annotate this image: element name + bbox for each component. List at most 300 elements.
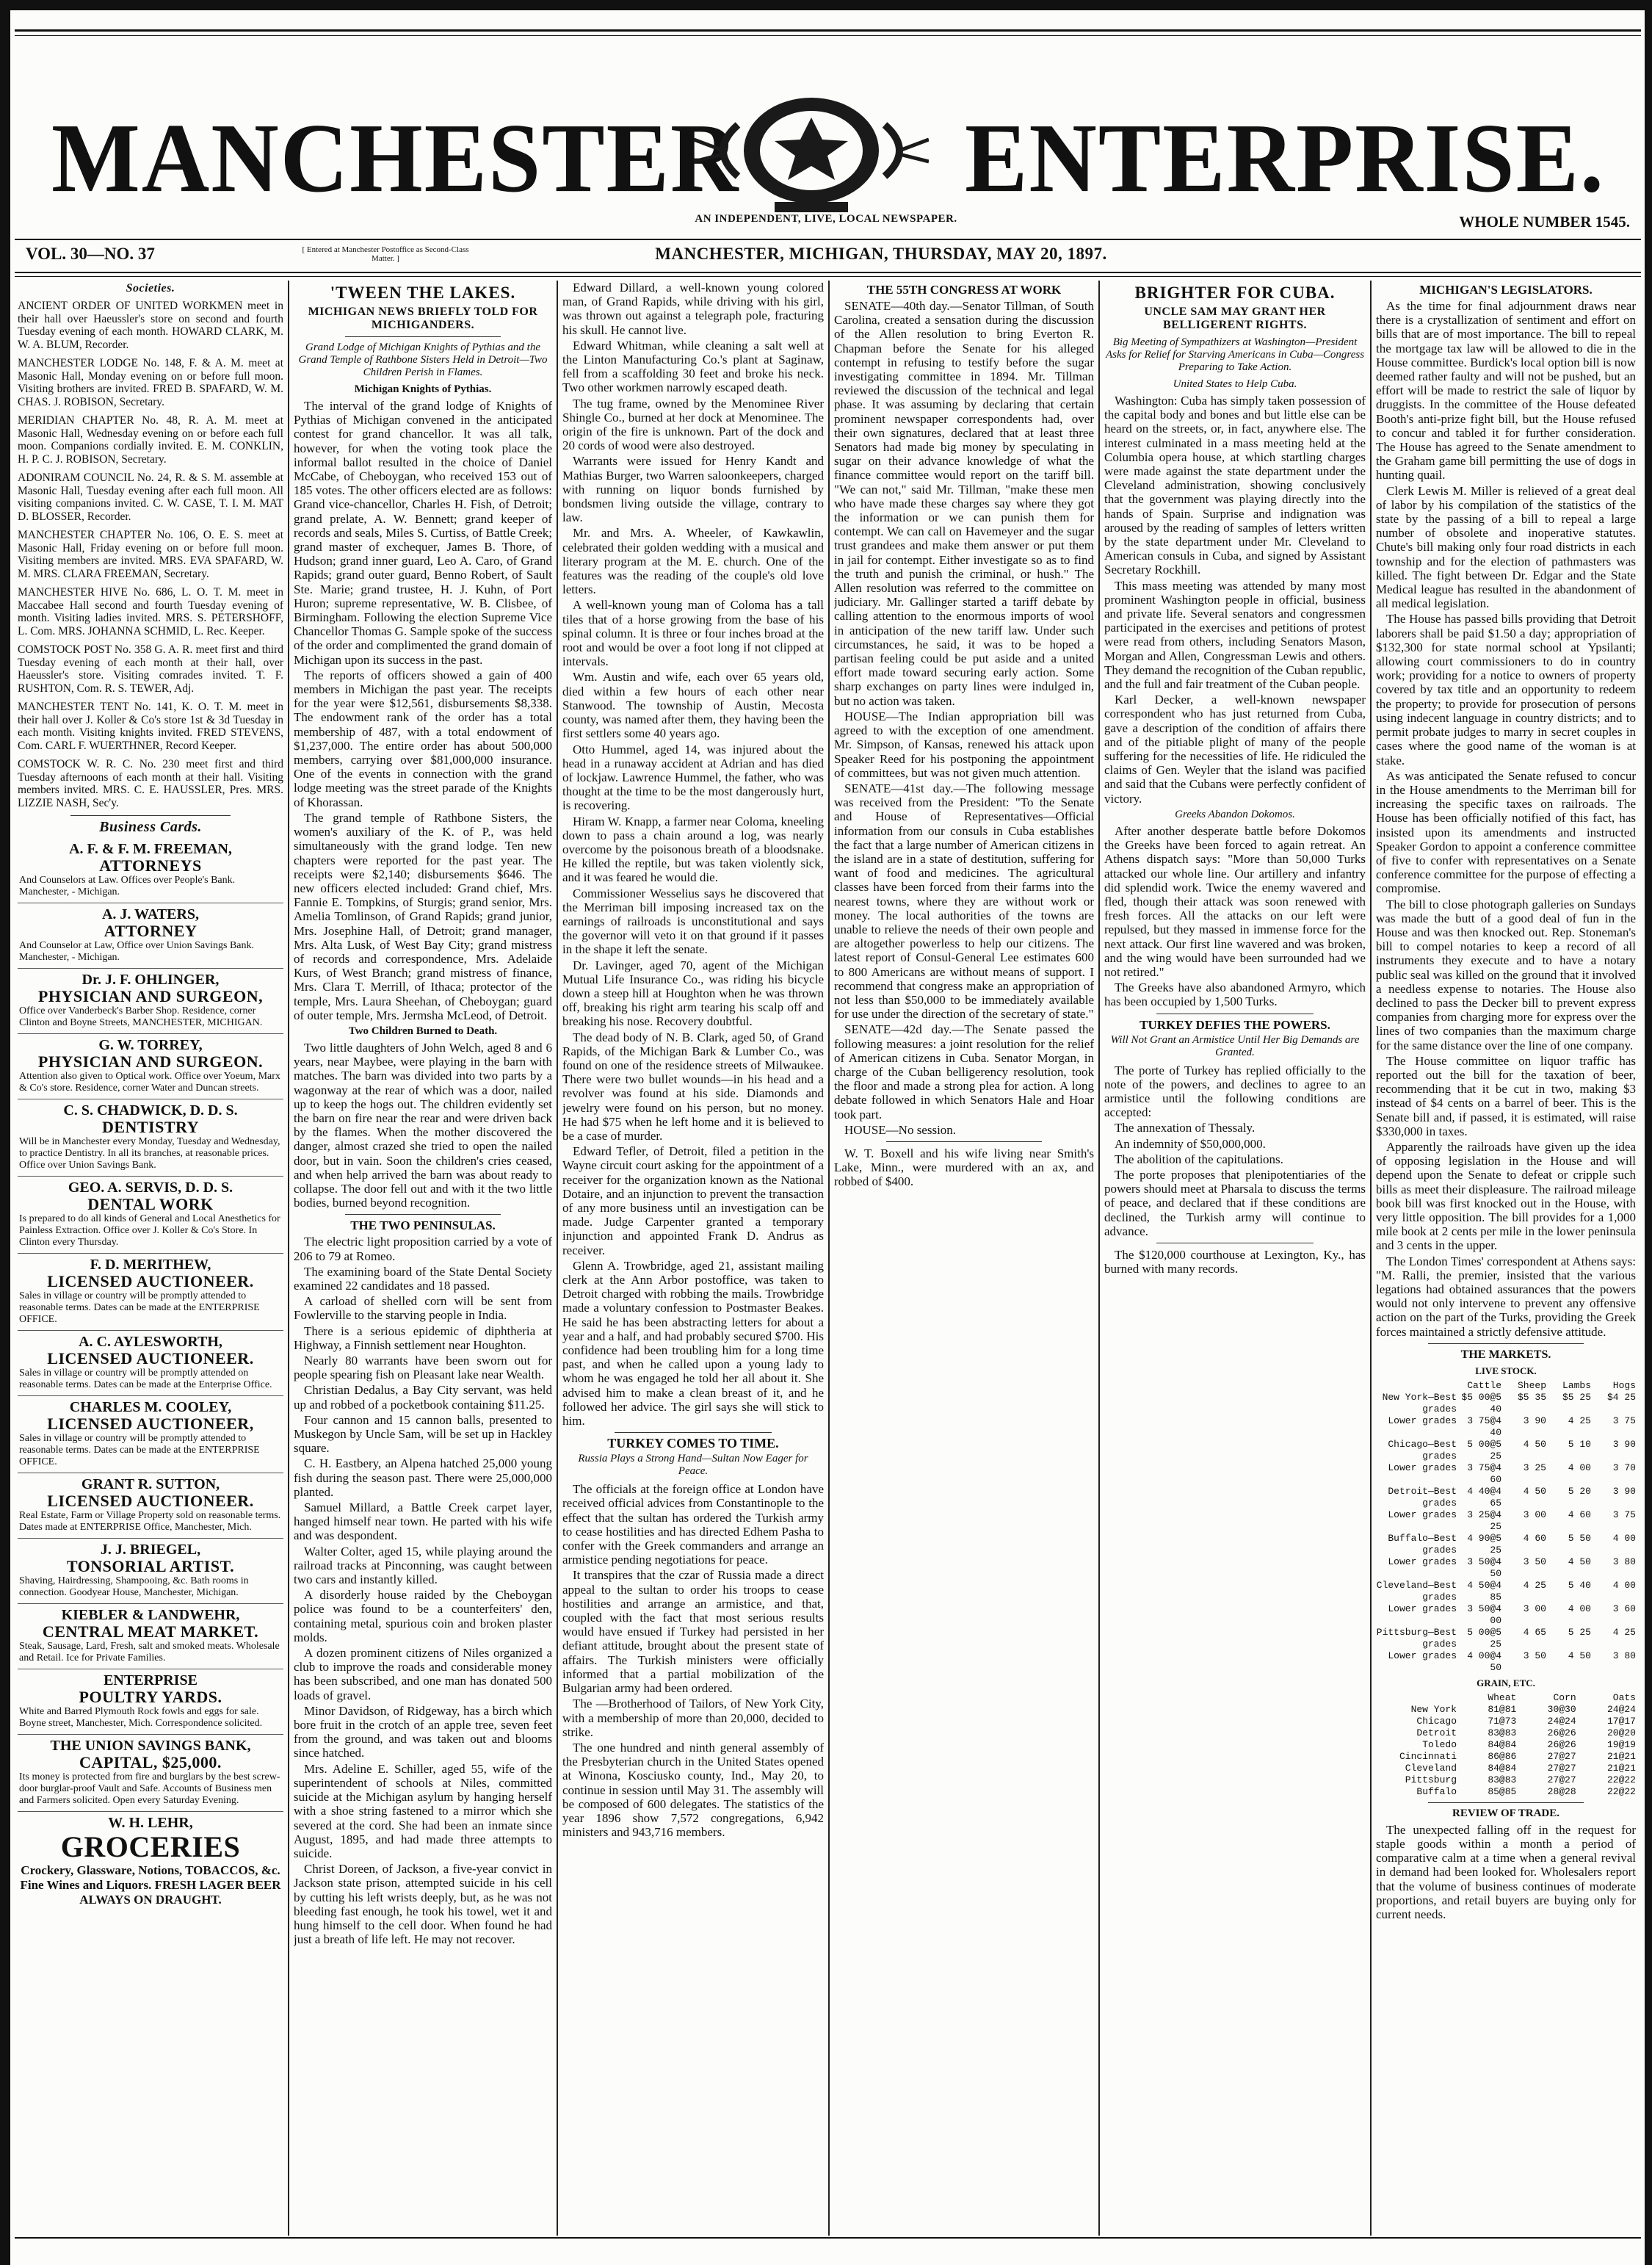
table-cell: 24@24: [1547, 1715, 1576, 1727]
table-cell: 5 00@5 25: [1467, 1438, 1501, 1462]
separator: [70, 815, 230, 816]
paragraph: Four cannon and 15 cannon balls, presented to Muskegon by Uncle Sam, will be set up in Hackley square.: [294, 1412, 552, 1456]
paragraph: Two little daughters of John Welch, aged 8 and 6 years, near Maybee, were playing in the barn with matches. The barn was divided into two parts by a wagonway at the rear of which was a door, nailed up to keep the hogs out. The children evidently set the barn on fire near the rear and were driven back by the flames. When the mother discovered the danger, almost crazed she tried to open the nailed door, but in vain. Soon the children's cries ceased, and when help arrived the barn was about ready to collapse. The door fell out and with it the two little bodies, burned beyond recognition.: [294, 1040, 552, 1210]
paragraph: HOUSE—No session.: [844, 1122, 957, 1137]
table-cell: Cincinnati: [1399, 1750, 1457, 1762]
table-cell: 3 50@4 50: [1467, 1556, 1501, 1579]
paragraph: Otto Hummel, aged 14, was injured about the head in a runaway accident at Adrian and has died of lockjaw. Lawrence Hummel, the father, who was thought at the time to be the most dangerously hurt, is recovering.: [562, 742, 824, 813]
card-name: ENTERPRISE: [104, 1672, 198, 1688]
paragraph: The London Times' correspondent at Athens says: "M. Ralli, the premier, insisted that the various legations had obtained assurances that the powers would not only intervene to prevent any offensive action on the part of the Turks, providing the Greek forces maintained a strictly defensive attitude.: [1376, 1254, 1636, 1339]
business-card: [18, 1735, 283, 1812]
card-title: DENTAL WORK: [87, 1195, 214, 1213]
table-cell: 26@26: [1547, 1738, 1576, 1750]
column-tween-the-lakes: [294, 281, 552, 2236]
table-row: [1376, 1556, 1636, 1580]
table-row: [1376, 1533, 1636, 1556]
section-heading: Greeks Abandon Dokomos.: [1175, 808, 1295, 820]
card-title: LICENSED AUCTIONEER.: [47, 1272, 254, 1290]
table-cell: 3 25@4 25: [1467, 1509, 1501, 1532]
table-cell: 17@17: [1606, 1715, 1636, 1727]
card-name: KIEBLER & LANDWEHR,: [61, 1607, 240, 1623]
table-header-cell: Wheat: [1488, 1691, 1517, 1703]
card-title: ATTORNEYS: [99, 856, 202, 875]
paragraph: The House committee on liquor traffic has reported out the bill for the taxation of beer, recommending that it be cut in two, making $3 instead of $4 cents on a barrel of beer. This is the Senate bill and, if passed, it is estimated, will raise $330,000 in taxes.: [1376, 1053, 1636, 1138]
table-cell: Cleveland: [1405, 1762, 1457, 1774]
paragraph: A disorderly house raided by the Cheboygan police was found to be a counterfeiters' den, containing metal, spurious coin and broken plaster molds.: [294, 1588, 552, 1644]
table-cell: 71@73: [1488, 1715, 1517, 1727]
card-name: F. D. MERITHEW,: [90, 1257, 211, 1273]
table-header-cell: Corn: [1553, 1691, 1576, 1703]
business-card: [18, 1099, 283, 1177]
paragraph: Edward Tefler, of Detroit, filed a petition in the Wayne circuit court asking for the appointment of a receiver for the organization known as the National Dotaire, and an injunction to prevent the transaction of any more business until an investigation can be made. Judge Carpenter granted a temporary injunction and appointed Frank D. Andrus as receiver.: [562, 1144, 824, 1257]
separator: [1428, 1343, 1584, 1344]
paragraph: Glenn A. Trowbridge, aged 21, assistant mailing clerk at the Ann Arbor postoffice, was taken to Detroit charged with robbing the mails. Trowbridge made a voluntary confession to Postmaster Beakes. He said he has been abstracting letters for about a year and a half, and had probably secured $700. His confidence had been troubling him for a long time past, and when he called upon a young lady to whom he was engaged he told her all about it. She advised him to make a clean breast of it, and he followed her advice. The girl says she will stick to him.: [562, 1258, 824, 1428]
table-cell: 3 90: [1612, 1485, 1636, 1497]
table-cell: Pittsburg: [1405, 1774, 1457, 1785]
headline-congress-at-work: THE 55TH CONGRESS AT WORK: [866, 283, 1062, 297]
card-body: Its money is protected from fire and burglars by the best screw-door burglar-proof Vault and Safe. Accounts of Business men and Farmers solicited. Open every Saturday Evening.: [19, 1771, 280, 1806]
societies-heading: Societies.: [126, 282, 175, 295]
business-card: [18, 1396, 283, 1473]
table-cell: 84@84: [1488, 1738, 1517, 1750]
card-title: PHYSICIAN AND SURGEON,: [37, 987, 264, 1005]
table-cell: 3 50@4 00: [1467, 1603, 1501, 1626]
table-row: [1376, 1415, 1636, 1439]
table-cell: New York—Best grades: [1382, 1391, 1457, 1415]
table-cell: 4 00: [1612, 1532, 1636, 1544]
table-cell: 3 80: [1612, 1556, 1636, 1567]
paragraph: The porte proposes that plenipotentiaries of the powers should meet at Pharsala to discuss the terms of peace, and declared that if these conditions are declined, the Turkish army will continue to advance.: [1104, 1167, 1366, 1238]
table-cell: 27@27: [1547, 1762, 1576, 1774]
paragraph: The porte of Turkey has replied officially to the note of the powers, and declines to agree to an armistice until the following conditions are accepted:: [1104, 1063, 1366, 1120]
table-cell: 5 40: [1568, 1579, 1591, 1591]
card-title: LICENSED AUCTIONEER.: [47, 1492, 254, 1510]
societies-list: [18, 300, 283, 809]
table-cell: 3 90: [1612, 1438, 1636, 1450]
card-name: J. J. BRIEGEL,: [100, 1542, 201, 1558]
dateline: MANCHESTER, MICHIGAN, THURSDAY, MAY 20, 1897.: [655, 245, 1107, 263]
scan-border-top: [0, 0, 1652, 10]
table-cell: 3 75@4 60: [1467, 1462, 1501, 1485]
table-header-cell: Lambs: [1562, 1379, 1591, 1391]
paragraph: The dead body of N. B. Clark, aged 50, of Grand Rapids, of the Michigan Bark & Lumber Co., was found on one of the residence streets of Milwaukee. There were two bullet wounds—in his head and a revolver was found at his side. Diamonds and jewelry were found on his person, but no money. He had $75 when he left home and it is believed to be a case of murder.: [562, 1030, 824, 1143]
paragraph: Apparently the railroads have given up the idea of opposing legislation in the House and will depend upon the Senate to defeat or cripple such bills as meet their displeasure. The railroad mileage book bill was first knocked out in the House, with very little opposition. The bill provides for a 1,000 mile book at 2 cents per mile in the lower peninsula and 3 cents in the upper.: [1376, 1139, 1636, 1253]
table-header: [1376, 1692, 1636, 1704]
table-cell: 3 00: [1523, 1603, 1546, 1614]
separator: [1428, 1802, 1584, 1803]
paragraph: The interval of the grand lodge of Knights of Pythias of Michigan convened in the anticipated contest for grand chancellor. It was all talk, however, for when the voting took place the informal ballot resulted in the choice of Daniel McCabe, of Cheboygan, who received 153 out of 185 votes. The other officers elected are as follows: Grand vice-chancellor, Charles H. Fish, of Detroit; grand prelate, A. W. Bennett; grand keeper of records and seals, Miles S. Curtiss, of Battle Creek; grand master of exchequer, James B. Thore, of Hudson; grand inner guard, Leo A. Caro, of Grand Rapids; grand outer guard, Benno Robert, of Sault Ste. Marie; grand trustee, H. J. Kuhn, of Port Huron; supreme representative, W. B. Clisbee, of Birmingham. Following the election Supreme Vice Chancellor Thomas G. Sample spoke of the success of the order and complimented the grand domain of Michigan upon its success in the past.: [294, 399, 552, 667]
paragraph: SENATE—41st day.—The following message was received from the President: "To the Senate and House of Representatives—Official information from our consuls in Cuba establishes the fact that a large number of American citizens in the island are in a state of destitution, suffering for want of food and medicines. The agricultural classes have been forced from their farms into the nearest towns, where they are without work or money. The local authorities of the towns are unable to relieve the needs of their own people and are altogether powerless to help our citizens. The latest report of Consul-General Lee estimates 600 to 800 Americans are without means of support. I recommend that congress make an appropriation of not less than $50,000 to be immediately available for use under the direction of the secretary of state.": [834, 781, 1094, 1022]
table-cell: 5 00@5 25: [1467, 1626, 1501, 1650]
card-name: C. S. CHADWICK, D. D. S.: [63, 1102, 238, 1119]
table-row: [1376, 1462, 1636, 1486]
paragraph: Christ Doreen, of Jackson, a five-year convict in Jackson state prison, attempted suicide in his cell by cutting his left wrists deeply, but, as he was not bleeding fast enough, he took his towel, wet it and hung himself to the cell door. When found he had just a breath of life left. He may not recover.: [294, 1862, 552, 1947]
paragraph: Minor Davidson, of Ridgeway, has a birch which bore fruit in the crotch of an apple tree, seven feet from the ground, and was taken out and blooms since hatched.: [294, 1703, 552, 1760]
column-cuba: [1104, 281, 1366, 2236]
society-notice: COMSTOCK POST No. 358 G. A. R. meet first and third Tuesday evening of each month at their hall, over Haeussler's store. Visiting comrades invited. T. F. RUSHTON, Com. R. S. TEWER, Adj.: [18, 643, 283, 695]
card-title: LICENSED AUCTIONEER,: [47, 1415, 254, 1433]
paragraph: The unexpected falling off in the request for staple goods within a month a period of comparative calm at a time when a general revival in demand had been looked for. Wholesalers report that the volume of business continues of moderate proportions, and retail buyers are buying only for current needs.: [1376, 1822, 1636, 1922]
table-cell: 3 80: [1612, 1650, 1636, 1661]
table-cell: 4 00: [1568, 1603, 1591, 1614]
table-cell: $5 25: [1562, 1391, 1591, 1403]
paragraph: Hiram W. Knapp, a farmer near Coloma, kneeling down to pass a chain around a log, was nearly overcome by the poisonous breath of a bloodsnake. He killed the reptile, but was taken violently sick, and it was feared he would die.: [562, 814, 824, 885]
card-title: TONSORIAL ARTIST.: [66, 1557, 235, 1575]
paragraph: HOUSE—The Indian appropriation bill was agreed to with the exception of one amendment. Mr. Simpson, of Kansas, renewed his attack upon Speaker Reed for his postponing the appointment of committees, but was not given much attention.: [834, 709, 1094, 780]
table-cell: Lower grades: [1388, 1556, 1457, 1567]
table-cell: 27@27: [1547, 1750, 1576, 1762]
table-cell: $5 00@5 40: [1461, 1391, 1501, 1415]
dateline-bottom-rule: [15, 272, 1641, 273]
society-notice: COMSTOCK W. R. C. No. 230 meet first and third Tuesday afternoons of each month at their hall. Visiting members invited. MRS. C. E. HAUSSLER, Pres. MRS. LIZZIE NASH, Sec'y.: [18, 758, 283, 809]
section-heading: Two Children Burned to Death.: [348, 1025, 498, 1037]
card-body: Office over Vanderbeck's Barber Shop. Residence, corner Clinton and Boyne Streets, MANCHESTER, MICHIGAN.: [19, 1005, 263, 1028]
paragraph: Karl Decker, a well-known newspaper correspondent who has just returned from Cuba, gave a description of the condition of affairs there and of the pitiable plight of many of the people suffering for the necessities of life. He ridiculed the claims of Gen. Weyler that the island was pacified and said that the Cubans were perfectly confident of victory.: [1104, 693, 1366, 806]
column-legislators-markets: [1376, 281, 1636, 2236]
paragraph: The abolition of the capitulations.: [1115, 1152, 1283, 1166]
headline-michigans-legislators: MICHIGAN'S LEGISLATORS.: [1419, 283, 1593, 297]
business-card: [18, 1254, 283, 1331]
paragraph: As was anticipated the Senate refused to concur in the House amendments to the Merriman bill for increasing the specific taxes on railroads. The House has been officially notified of this fact, has insisted upon its amendments and instructed Speaker Gordon to appoint a conference committee of five to confer with representatives on a Senate conference committee for the purpose of effecting a compromise.: [1376, 768, 1636, 896]
table-row: [1376, 1751, 1636, 1763]
table-cell: 20@20: [1606, 1727, 1636, 1738]
society-notice: ANCIENT ORDER OF UNITED WORKMEN meet in their hall over Haeussler's store on second and fourth Tuesday evening of each month. HOWARD CLARK, M. W. A. BLUM, Recorder.: [18, 300, 283, 351]
card-title: PHYSICIAN AND SURGEON.: [37, 1052, 264, 1071]
card-name: GEO. A. SERVIS, D. D. S.: [68, 1180, 233, 1196]
article-deck: Russia Plays a Strong Hand—Sultan Now Eager for Peace.: [578, 1453, 808, 1478]
table-cell: 3 90: [1523, 1415, 1546, 1426]
column-state-news: [562, 281, 824, 2236]
table-cell: Chicago—Best grades: [1388, 1438, 1457, 1462]
table-cell: 85@85: [1488, 1785, 1517, 1797]
card-body: Sales in village or country will be promptly attended to reasonable terms. Dates can be made at the ENTERPRISE OFFICE.: [19, 1433, 260, 1467]
paragraph: Edward Dillard, a well-known young colored man, of Grand Rapids, while driving with his girl, was thrown out against a telegraph pole, fracturing his skull. He cannot live.: [562, 281, 824, 337]
card-title: GROCERIES: [60, 1830, 241, 1863]
table-header-cell: Sheep: [1517, 1379, 1546, 1391]
card-title: ATTORNEY: [104, 922, 198, 940]
card-name: Dr. J. F. OHLINGER,: [81, 972, 220, 988]
table-row: [1376, 1509, 1636, 1533]
business-card: [18, 1669, 283, 1735]
card-name: W. H. LEHR,: [108, 1815, 193, 1831]
paragraph: Wm. Austin and wife, each over 65 years old, died within a few hours of each other near Stanwood. The township of Austin, Mecosta county, was named after them, they having been the first settlers some 40 years ago.: [562, 670, 824, 741]
business-card: [18, 1034, 283, 1099]
card-name: THE UNION SAVINGS BANK,: [50, 1738, 251, 1754]
table-cell: Cleveland—Best grades: [1376, 1579, 1457, 1603]
table-cell: 4 00@4 50: [1467, 1650, 1501, 1673]
paragraph: The officials at the foreign office at London have received official advices from Constantinople to the effect that the sultan has ordered the Turkish army to cease hostilities and has directed Edhem Pasha to confer with the Greek commanders and arrange an armistice pending negotiations for peace.: [562, 1482, 824, 1567]
card-title: CENTRAL MEAT MARKET.: [42, 1622, 259, 1641]
table-cell: 21@21: [1606, 1750, 1636, 1762]
table-cell: 4 65: [1523, 1626, 1546, 1638]
separator: [615, 1432, 772, 1433]
society-notice: MANCHESTER CHAPTER No. 106, O. E. S. meet at Masonic Hall, Friday evening on or before full moon. Visiting members are invited. MRS. EVA SPAFARD, W. M. MRS. CLARA FREEMAN, Secretary.: [18, 529, 283, 580]
paragraph: Mr. and Mrs. A. Wheeler, of Kawkawlin, celebrated their golden wedding with a musical and literary program at the M. E. church. One of the features was the reading of the couple's old love letters.: [562, 526, 824, 597]
table-cell: 81@81: [1488, 1703, 1517, 1715]
table-cell: 4 40@4 65: [1467, 1485, 1501, 1509]
table-cell: 5 20: [1568, 1485, 1591, 1497]
card-body: Crockery, Glassware, Notions, TOBACCOS, &c. Fine Wines and Liquors. FRESH LAGER BEER ALWAYS ON DRAUGHT.: [20, 1863, 281, 1907]
table-cell: 22@22: [1606, 1785, 1636, 1797]
table-row: [1376, 1392, 1636, 1415]
business-card: [18, 1177, 283, 1254]
table-cell: 5 50: [1568, 1532, 1591, 1544]
headline-tween-the-lakes: 'TWEEN THE LAKES.: [330, 283, 516, 302]
table-cell: 83@83: [1488, 1727, 1517, 1738]
scan-border-left: [0, 0, 10, 2265]
table-row: [1376, 1439, 1636, 1462]
paragraph: W. T. Boxell and his wife living near Smith's Lake, Minn., were murdered with an ax, and robbed of $400.: [834, 1146, 1094, 1189]
paragraph: Edward Whitman, while cleaning a salt well at the Linton Manufacturing Co.'s plant at Saginaw, fell from a scaffolding 30 feet and broke his neck. Two other workmen narrowly escaped death.: [562, 338, 824, 395]
paragraph: Mrs. Adeline E. Schiller, aged 55, wife of the superintendent of schools at Niles, committed suicide at the Michigan asylum by hanging herself with a shoe string fastened to a mirror which she severed at the cord. She had been an inmate since August, 1895, and had made three attempts to suicide.: [294, 1761, 552, 1860]
card-title: LICENSED AUCTIONEER.: [47, 1349, 254, 1368]
table-cell: 27@27: [1547, 1774, 1576, 1785]
business-card: [18, 1539, 283, 1604]
table-cell: $4 25: [1606, 1391, 1636, 1403]
table-cell: Toledo: [1422, 1738, 1457, 1750]
paragraph: Commissioner Wesselius says he discovered that the Merriman bill imposing increased tax on the earnings of railroads is unconstitutional and says the governor will veto it on that ground if it passes in the shape it left the senate.: [562, 886, 824, 957]
business-card: [18, 1331, 283, 1396]
article-deck: Will Not Grant an Armistice Until Her Big Demands are Granted.: [1110, 1033, 1360, 1058]
paragraph: A well-known young man of Coloma has a tall tiles that of a horse growing from the base of his spinal column. It is three or four inches broad at the root and would be over a foot long if not clipped at intervals.: [562, 598, 824, 669]
table-cell: 3 25: [1523, 1462, 1546, 1473]
volume-number: VOL. 30—NO. 37: [26, 245, 155, 263]
business-card: [18, 1473, 283, 1539]
table-row: [1376, 1650, 1636, 1674]
table-row: [1376, 1739, 1636, 1751]
table-cell: 3 75: [1612, 1509, 1636, 1520]
paragraph: Dr. Lavinger, aged 70, agent of the Michigan Mutual Life Insurance Co., was riding his bicycle down a steep hill at Houghton when he was thrown off, breaking his right arm tearing his scalp off and breaking his nose. Recovery doubtful.: [562, 958, 824, 1029]
table-cell: Lower grades: [1388, 1415, 1457, 1426]
card-body: Attention also given to Optical work. Office over Yoeum, Marx & Co's store. Residence, corner Water and Duncan streets.: [19, 1071, 280, 1094]
table-cell: Buffalo: [1416, 1785, 1457, 1797]
paragraph: The House has passed bills providing that Detroit laborers shall be paid $1.50 a day; appropriation of $132,300 for state normal school at Ypsilanti; allowing court commissioners to do in country work; providing for a notice to owners of property covered by tax title and an opportunity to redeem the property; to provide for prosecution of persons using indecent language in country districts; and to permit probate judges to marry in secret couples in cases where the good name of the woman is at stake.: [1376, 612, 1636, 767]
table-row: [1376, 1580, 1636, 1603]
paragraph: The tug frame, owned by the Menominee River Shingle Co., burned at her dock at Menominee. The origin of the fire is unknown. Part of the dock and 20 cords of wood were also destroyed.: [562, 396, 824, 453]
table-cell: 4 00: [1612, 1579, 1636, 1591]
card-name: G. W. TORREY,: [98, 1037, 203, 1053]
masthead-top-rule: [15, 29, 1641, 32]
masthead-title-left: MANCHESTER: [51, 103, 740, 213]
column-rule-4: [1098, 281, 1100, 2236]
business-cards-heading: Business Cards.: [99, 819, 202, 835]
table-cell: 4 50: [1523, 1438, 1546, 1450]
paragraph: The Greeks have also abandoned Armyro, which has been occupied by 1,500 Turks.: [1104, 980, 1366, 1009]
separator: [345, 1214, 500, 1215]
table-header: [1376, 1380, 1636, 1392]
article-deck: Big Meeting of Sympathizers at Washington—President Asks for Relief for Starving Americans in Cuba—Congress Preparing to Take Action.: [1105, 336, 1365, 373]
card-name: A. C. AYLESWORTH,: [79, 1334, 222, 1350]
table-cell: 83@83: [1488, 1774, 1517, 1785]
separator: [886, 1141, 1042, 1142]
table-cell: 4 25: [1612, 1626, 1636, 1638]
headline-turkey-defies-powers: TURKEY DEFIES THE POWERS.: [1140, 1017, 1330, 1032]
table-cell: Lower grades: [1388, 1462, 1457, 1473]
section-heading: Michigan Knights of Pythias.: [354, 383, 492, 395]
table-cell: 3 00: [1523, 1509, 1546, 1520]
table-cell: 3 50: [1523, 1650, 1546, 1661]
paragraph: Samuel Millard, a Battle Creek carpet layer, hanged himself near town. He parted with his wife and was despondent.: [294, 1500, 552, 1543]
paragraph: It transpires that the czar of Russia made a direct appeal to the sultan to order his troops to cease hostilities and arrange an armistice, and that, coupled with the fact that most serious results would have ensued if Turkey had persisted in her defiant attitude, brought about the present state of affairs. The Turkish ministers were officially informed that a partial mobilization of the Bulgarian army had been ordered.: [562, 1568, 824, 1696]
table-cell: 4 60: [1568, 1509, 1591, 1520]
section-heading: THE TWO PENINSULAS.: [350, 1218, 496, 1233]
table-cell: $5 35: [1517, 1391, 1546, 1403]
table-cell: 4 90@5 25: [1467, 1532, 1501, 1556]
business-card: [18, 838, 283, 903]
paragraph: The $120,000 courthouse at Lexington, Ky., has burned with many records.: [1104, 1247, 1366, 1276]
society-notice: MANCHESTER TENT No. 141, K. O. T. M. meet in their hall over J. Koller & Co's store 1st & 3d Tuesday in each month. Visiting knights invited. FRED STEVENS, Com. CARL F. WUERTHNER, Record Keeper.: [18, 701, 283, 752]
paragraph: There is a serious epidemic of diphtheria at Highway, a Finnish settlement near Houghton.: [294, 1323, 552, 1352]
table-row: [1376, 1763, 1636, 1774]
society-notice: ADONIRAM COUNCIL No. 24, R. & S. M. assemble at Masonic Hall, Tuesday evening after each full moon. All visiting companions invited. C. W. CASE, T. I. M. MAT D. BLOSSER, Recorder.: [18, 472, 283, 523]
headline-review-of-trade: REVIEW OF TRADE.: [1452, 1807, 1559, 1819]
table-row: [1376, 1704, 1636, 1716]
table-cell: 28@28: [1547, 1785, 1576, 1797]
table-row: [1376, 1774, 1636, 1786]
card-body: Real Estate, Farm or Village Property sold on reasonable terms. Dates made at ENTERPRISE Office, Manchester, Mich.: [19, 1510, 281, 1533]
table-cell: 24@24: [1606, 1703, 1636, 1715]
table-row: [1376, 1727, 1636, 1739]
masthead-top-rule-thin: [15, 35, 1641, 36]
paragraph: The annexation of Thessaly.: [1115, 1121, 1256, 1135]
paragraph: After another desperate battle before Dokomos the Greeks have been forced to again retreat. An Athens dispatch says: "More than 50,000 Turks attacked our whole line. Our artillery and infantry did splendid work. Twice the enemy wavered and fled, though their attack was soon renewed with fresh forces. All the attacks on our left were repulsed, but they massed in immense force for the next attack. Our first line wavered and was broken, and the wing would have been surrounded had we not retired.": [1104, 823, 1366, 979]
paragraph: A carload of shelled corn will be sent from Fowlerville to the starving people in India.: [294, 1294, 552, 1323]
business-cards: [18, 838, 283, 1912]
page-bottom-rule: [15, 2237, 1641, 2239]
table-cell: Lower grades: [1388, 1509, 1457, 1520]
card-body: Sales in village or country will be promptly attended on reasonable terms. Dates can be made at the Enterprise Office.: [19, 1368, 272, 1390]
table-cell: Detroit—Best grades: [1388, 1485, 1457, 1509]
state-seal-emblem: [694, 81, 929, 220]
table-cell: Chicago: [1416, 1715, 1457, 1727]
table-cell: 22@22: [1606, 1774, 1636, 1785]
table-cell: 3 50: [1523, 1556, 1546, 1567]
paragraph: Clerk Lewis M. Miller is relieved of a great deal of labor by his compilation of the statistics of the state by the passing of a bill to repeal a large number of obsolete and inoperative statutes. Chute's bill making only four road districts in each township and for the election of pathmasters was killed. The fight between Dr. Edgar and the State Medical league has resulted in the abandonment of all medical legislation.: [1376, 483, 1636, 611]
table-header-cell: Oats: [1612, 1691, 1636, 1703]
table-cell: 5 10: [1568, 1438, 1591, 1450]
table-cell: 4 25: [1523, 1579, 1546, 1591]
paragraph: Christian Dedalus, a Bay City servant, was held up and robbed of a pocketbook containing $11.25.: [294, 1383, 552, 1412]
card-name: A. J. WATERS,: [101, 906, 200, 922]
dateline-bottom-rule-thin: [15, 276, 1641, 277]
paragraph: An indemnity of $50,000,000.: [1115, 1136, 1266, 1151]
card-name: A. F. & F. M. FREEMAN,: [69, 841, 232, 857]
business-card: [18, 969, 283, 1034]
society-notice: MERIDIAN CHAPTER No. 48, R. A. M. meet at Masonic Hall, Wednesday evening on or before each full moon. Companions cordially invited. E. M. CONKLIN, H. P. C. J. ROBISON, Secretary.: [18, 414, 283, 466]
grain-table: [1376, 1692, 1636, 1798]
card-body: And Counselor at Law, Office over Union Savings Bank. Manchester, - Michigan.: [19, 940, 254, 963]
table-row: [1376, 1716, 1636, 1727]
masthead-title-right: ENTERPRISE.: [965, 103, 1605, 213]
table-cell: 21@21: [1606, 1762, 1636, 1774]
headline-brighter-for-cuba: BRIGHTER FOR CUBA.: [1134, 283, 1336, 302]
table-cell: 30@30: [1547, 1703, 1576, 1715]
paragraph: C. H. Eastbery, an Alpena hatched 25,000 young fish during the season past. There were 25,000,000 planted.: [294, 1456, 552, 1499]
card-body: Will be in Manchester every Monday, Tuesday and Wednesday, to practice Dentistry. In all its branches, at reasonable prices. Office over Union Savings Bank.: [19, 1136, 280, 1171]
headline-turkey-comes-to-time: TURKEY COMES TO TIME.: [607, 1436, 779, 1451]
paragraph: As the time for final adjournment draws near there is a crystallization of sentiment and effort on bills that are of most importance. The bill to repeal the mortgage tax law will be allowed to die in the House committee. Burdick's local option bill is now deemed rather faulty and will not be pushed, but an effort will be made to restrict the sale of liquor by druggists. In the committee of the House defeated Booth's anti-prize fight bill, but the House refused to concur and tabled it for further consideration. The House has agreed to the Senate amendment to the Graham game bill permitting the use of dogs in hunting quail.: [1376, 299, 1636, 483]
society-notice: MANCHESTER LODGE No. 148, F. & A. M. meet at Masonic Hall, Monday evening on or before full moon. Visiting brothers are invited. FRED B. SPAFARD, W. M. CHAS. J. ROBISON, Secretary.: [18, 357, 283, 408]
table-cell: 3 60: [1612, 1603, 1636, 1614]
paragraph: Washington: Cuba has simply taken possession of the capital body and bones and but little else can be heard on the streets, or, in fact, anywhere else. The interest culminated in a mass meeting held at the Columbia opera house, at which startling charges were made against the state department under the Cleveland administration, showing conclusively that the government was playing directly into the hands of Spain. Surprise and indignation was aroused by the reading of samples of letters written by the state department under Mr. Cleveland to American consuls in Cuba, and signed by Assistant Secretary Rockhill.: [1104, 394, 1366, 577]
paragraph: SENATE—40th day.—Senator Tillman, of South Carolina, created a sensation during the discussion of the Allen resolution to bring Everton R. Chapman before the Senate for his alleged contempt in refusing to testify before the sugar investigating committee in 1894. Mr. Tillman reviewed the discussion of the technical and legal phase. It was assuming by declaring that certain prominent newspaper correspondents had, over their own signatures, declared that at least three Senators had made big money by speculating in sugar on their advance knowledge of what the finance committee would report on the tariff bill. "We can not," said Mr. Tillman, "make these men who have made these charges say where they got the information or we can punish them for contempt. We can call on Havemeyer and the sugar trust grandees and make them answer or put them in jail for contempt. Either investigate so as to find the truth and punish the criminal, or hush." The Allen resolution was referred to the committee on judiciary. Mr. Gallinger started a tariff debate by calling attention to the enormous imports of wool in anticipation of the new tariff law. Under such circumstances, he said, it was to be hoped a partisan feeling could be put aside and a united effort made toward securing early action. Some sharp exchanges on party lines were indulged in, but no action was taken.: [834, 299, 1094, 708]
card-title: POULTRY YARDS.: [79, 1688, 222, 1706]
table-row: [1376, 1603, 1636, 1627]
paragraph: The reports of officers showed a gain of 400 members in Michigan the past year. The receipts for the year were $12,561, disbursements $8,338. The endowment rank of the order has a total membership of 487, with a total endowment of $1,237,000. The entire order has about 500,000 members, carrying over $81,000,000 insurance. One of the events in connection with the grand lodge meeting was the street parade of the Knights of Khorassan.: [294, 668, 552, 809]
table-cell: 4 50: [1568, 1556, 1591, 1567]
table-header-cell: [1376, 1692, 1457, 1704]
card-body: Is prepared to do all kinds of General and Local Anesthetics for Painless Extraction. Office over J. Koller & Co's Store. In Clinton every Thursday.: [19, 1213, 280, 1248]
paragraph: The grand temple of Rathbone Sisters, the women's auxiliary of the K. of P., was held simultaneously with the grand lodge. Ten new chapters were reported for the past year. The receipts were $2,140; disbursements $646. The new officers elected included: Grand chief, Mrs. Fannie E. Tompkins, of Sturgis; grand senior, Mrs. Amelia Tomlinson, of Grand Rapids; grand junior, Mrs. Josephine Hall, of Detroit; grand manager, Mrs. Alta Lusk, of West Bay City; grand mistress of records and correspondence, Mrs. Adelaide Kurs, of West Branch; grand mistress of finance, Mrs. Clara T. Merrill, of Ithaca; protector of the temple, Mrs. Laura Sheehan, of Cheboygan; guard of outer temple, Mrs. Jermsha McLeod, of Detroit.: [294, 810, 552, 1022]
column-societies-cards: [18, 281, 283, 2236]
table-cell: 19@19: [1606, 1738, 1636, 1750]
paragraph: The one hundred and ninth general assembly of the Presbyterian church in the United States opened at Winona, Kosciusko county, Ind., May 20, to continue in session until May 31. The assembly will be composed of 600 delegates. The statistics of the year 1896 show 7,572 congregations, 6,942 ministers and 943,716 members.: [562, 1740, 824, 1840]
table-row: [1376, 1786, 1636, 1798]
scan-border-right: [1645, 0, 1652, 2265]
table-row: [1376, 1486, 1636, 1509]
column-rule-3: [828, 281, 830, 2236]
markets-heading: THE MARKETS.: [1460, 1348, 1551, 1361]
table-cell: 3 70: [1612, 1462, 1636, 1473]
card-name: CHARLES M. COOLEY,: [69, 1399, 232, 1415]
subhead-michigan-news: MICHIGAN NEWS BRIEFLY TOLD FOR MICHIGANDERS.: [308, 306, 538, 331]
paragraph: Walter Colter, aged 15, while playing around the railroad tracks at Pinconning, was caught between two cars and instantly killed.: [294, 1544, 552, 1587]
entry-note: [ Entered at Manchester Postoffice as Second-Class Matter. ]: [302, 245, 469, 263]
table-cell: 4 00: [1568, 1462, 1591, 1473]
table-cell: Lower grades: [1388, 1650, 1457, 1661]
table-cell: 26@26: [1547, 1727, 1576, 1738]
business-card: [18, 1812, 283, 1912]
table-cell: 86@86: [1488, 1750, 1517, 1762]
table-header-cell: Hogs: [1612, 1379, 1636, 1391]
article-deck: Grand Lodge of Michigan Knights of Pythias and the Grand Temple of Rathbone Sisters Held in Detroit—Two Children Perish in Flames.: [298, 342, 548, 378]
table-cell: Pittsburg—Best grades: [1376, 1626, 1457, 1650]
paragraph: A dozen prominent citizens of Niles organized a club to improve the roads and considerable money has been subscribed, and one man has donated 500 loads of gravel.: [294, 1646, 552, 1702]
table-cell: New York: [1410, 1703, 1457, 1715]
dateline-top-rule: [15, 239, 1641, 240]
paragraph: Nearly 80 warrants have been sworn out for people spearing fish on Pleasant lake near Wealth.: [294, 1354, 552, 1382]
column-rule-2: [557, 281, 558, 2236]
card-name: GRANT R. SUTTON,: [81, 1476, 220, 1492]
masthead-tagline: AN INDEPENDENT, LIVE, LOCAL NEWSPAPER.: [695, 213, 957, 225]
table-cell: 4 50: [1523, 1485, 1546, 1497]
card-body: And Counselors at Law. Offices over People's Bank. Manchester, - Michigan.: [19, 875, 236, 897]
business-card: [18, 1604, 283, 1669]
table-cell: 3 75@4 40: [1467, 1415, 1501, 1438]
section-heading: United States to Help Cuba.: [1173, 378, 1297, 390]
card-body: Sales in village or country will be promptly attended to reasonable terms. Dates can be made at the ENTERPRISE OFFICE.: [19, 1290, 260, 1325]
livestock-table: [1376, 1380, 1636, 1674]
column-congress: [834, 281, 1094, 2236]
card-body: Steak, Sausage, Lard, Fresh, salt and smoked meats. Wholesale and Retail. Ice for Private Families.: [19, 1641, 280, 1663]
column-rule-5: [1370, 281, 1372, 2236]
society-notice: MANCHESTER HIVE No. 686, L. O. T. M. meet in Maccabee Hall second and fourth Tuesday evening of month. Visiting ladies invited. MRS. S. PETERSHOFF, L. Com. MRS. JOHANNA SCHMID, L. Rec. Keeper.: [18, 586, 283, 637]
table-row: [1376, 1627, 1636, 1650]
table-cell: Buffalo—Best grades: [1388, 1532, 1457, 1556]
grain-subheading: GRAIN, ETC.: [1477, 1677, 1535, 1688]
column-rule-1: [288, 281, 289, 2236]
table-cell: 4 60: [1523, 1532, 1546, 1544]
paragraph: The bill to close photograph galleries on Sundays was made the butt of a good deal of fun in the House and was then knocked out. Rep. Stoneman's bill to compel notaries to keep a record of all instruments they execute and to have a notary public seal was killed on the ground that it involved a needless expense to notaries. The House also declined to pass the Decker bill to prevent express companies from charging more for express over the lines of two companies than the maximum charge for the same distance over the line of one company.: [1376, 897, 1636, 1052]
paragraph: The —Brotherhood of Tailors, of New York City, with a membership of more than 20,000, decided to strike.: [562, 1697, 824, 1739]
business-card: [18, 903, 283, 969]
paragraph: This mass meeting was attended by many most prominent Washington people in official, business and private life. Several senators and congressmen participated in the exercises and petitions of protest were read from others, including Senators Mason, Morgan and Allen, Congressman Lewis and others. They demand the recognition of the Cuban republic, and the full and fair treatment of the Cuban people.: [1104, 578, 1366, 692]
paragraph: Warrants were issued for Henry Kandt and Mathias Burger, two Warren saloonkeepers, charged with running on liquor bonds furnished by bondsmen living outside the village, contrary to law.: [562, 454, 824, 525]
table-cell: 4 25: [1568, 1415, 1591, 1426]
table-header-cell: Cattle: [1467, 1379, 1501, 1391]
table-cell: 84@84: [1488, 1762, 1517, 1774]
whole-number: WHOLE NUMBER 1545.: [1459, 213, 1630, 231]
